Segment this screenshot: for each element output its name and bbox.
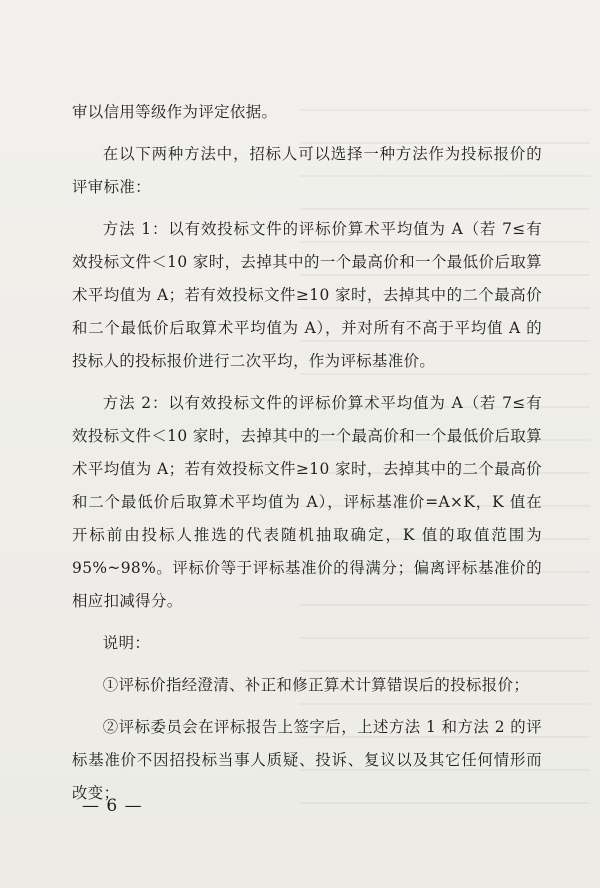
paragraph-notes-heading: 说明： [102,634,151,652]
body-text [72,96,542,819]
paragraph-continuation: 审以信用等级作为评定依据。 [72,103,278,121]
paragraph-evaluation-methods-intro: 在以下两种方法中，招标人可以选择一种方法作为投标报价的评审标准： [72,145,542,196]
paragraph-method-1: 方法 1：以有效投标文件的评标价算术平均值为 A（若 7≤有效投标文件＜10 家时，去掉其中的一个最高价和一个最低价后取算术平均值为 A；若有效投标文件≥10 家时，去掉其中的二个最高价和二个最低价后取算术平均值为 A），并对所有不高于平均值 A 的投标人的投标报价进行二次平均，作为评标基准价。 [72,220,542,370]
page-number: — 6 — [82,796,143,816]
paragraph-note-1: ①评标价指经澄清、补正和修正算术计算错误后的投标报价； [102,676,530,694]
paragraph-note-2: ②评标委员会在评标报告上签字后，上述方法 1 和方法 2 的评标基准价不因招投标当事人质疑、投诉、复议以及其它任何情形而改变； [72,718,542,802]
paragraph-method-2: 方法 2：以有效投标文件的评标价算术平均值为 A（若 7≤有效投标文件＜10 家时，去掉其中的一个最高价和一个最低价后取算术平均值为 A；若有效投标文件≥10 家时，去掉其中的二个最高价和二个最低价后取算术平均值为 A），评标基准价=A×K，K 值在开标前由投标人推选的代表随机抽取确定，K 值的取值范围为 95%~98%。评标价等于评标基准价的得满分；偏离评标基准价的相应扣减得分。 [72,394,542,610]
